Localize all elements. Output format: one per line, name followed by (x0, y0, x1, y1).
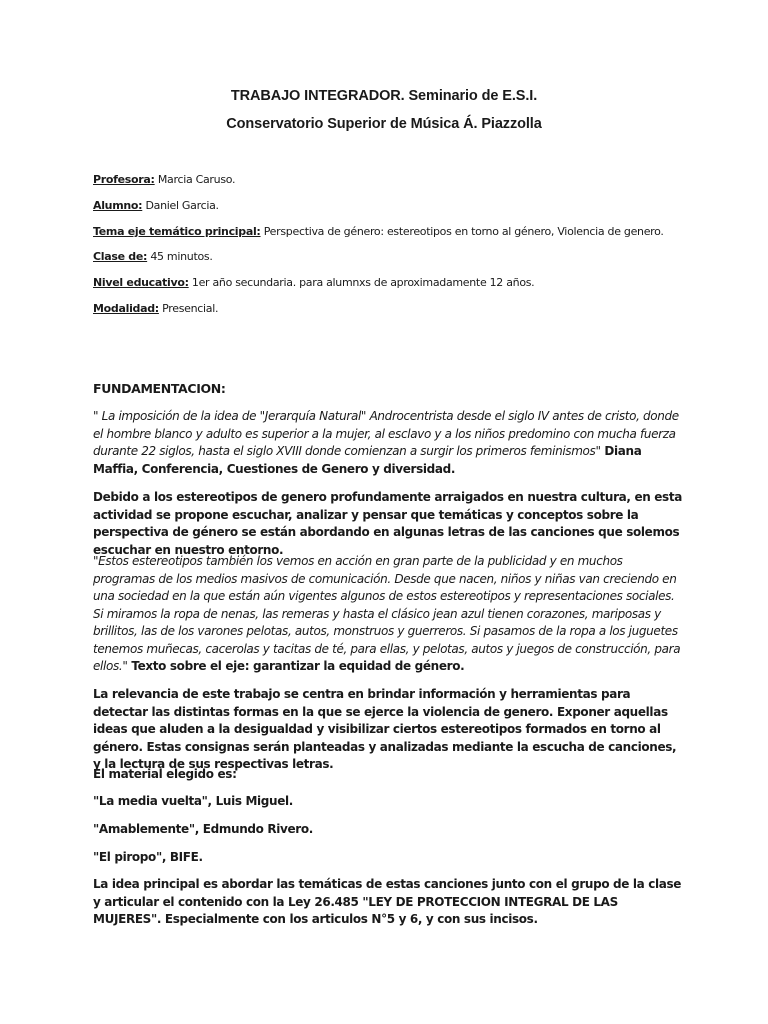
quote-text: " La imposición de la idea de "Jerarquía Natural" Androcentrista desde el siglo IV antes de cristo, donde el hombre blanco y adulto es superior a la mujer, al esclavo y a los niños predomino con mucha fuerza durante 22 siglos, hasta el siglo XVIII donde comienzan a surgir los primeros feminismos" (93, 409, 679, 458)
meta-label: Nivel educativo: (93, 276, 189, 289)
body-paragraph: Debido a los estereotipos de genero profundamente arraigados en nuestra cultura, en esta actividad se propone escuchar, analizar y pensar que temáticas y conceptos sobre la perspectiva de género se están abordando en algunas letras de las canciones que solemos escuchar en nuestro entorno. (93, 490, 682, 557)
meta-label: Tema eje temático principal: (93, 225, 261, 238)
meta-label: Alumno: (93, 199, 143, 212)
meta-label: Clase de: (93, 250, 148, 263)
quote-source: Diana Maffia, Conferencia, Cuestiones de Genero y diversidad. (93, 444, 642, 476)
material-item: "El piropo", BIFE. (93, 850, 203, 864)
meta-value: Daniel Garcia. (142, 199, 219, 212)
document-subtitle: Conservatorio Superior de Música Á. Piazzolla (226, 116, 542, 132)
material-item: "Amablemente", Edmundo Rivero. (93, 822, 313, 836)
body-paragraph: La idea principal es abordar las temáticas de estas canciones junto con el grupo de la clase y articular el contenido con la Ley 26.485 "LEY DE PROTECCION INTEGRAL DE LAS MUJERES". Especialmente con los articulos N°5 y 6, y con sus incisos. (93, 877, 682, 926)
meta-modalidad (93, 302, 218, 315)
meta-value: Marcia Caruso. (154, 173, 236, 186)
meta-value: 1er año secundaria. para alumnxs de aproximadamente 12 años. (188, 276, 535, 289)
material-intro: El material elegido es: (93, 767, 237, 781)
body-paragraph: La relevancia de este trabajo se centra en brindar información y herramientas para detectar las distintas formas en la que se ejerce la violencia de genero. Exponer aquellas ideas que aluden a la desigualdad y visibilizar ciertos estereotipos formados en torno al género. Estas consignas serán planteadas y analizadas mediante la escucha de canciones, y la lectura de sus respectivas letras. (93, 687, 677, 771)
quote-source: Texto sobre el eje: garantizar la equidad de género. (127, 659, 465, 673)
meta-profesora (93, 173, 235, 186)
quote-paragraph (93, 408, 685, 478)
meta-alumno (93, 199, 219, 212)
meta-tema (93, 225, 664, 238)
meta-nivel (93, 276, 534, 289)
meta-label: Profesora: (93, 173, 155, 186)
quote-paragraph (93, 553, 685, 676)
meta-clase (93, 250, 213, 263)
meta-value: Presencial. (158, 302, 219, 315)
meta-value: Perspectiva de género: estereotipos en torno al género, Violencia de genero. (260, 225, 664, 238)
document-title: TRABAJO INTEGRADOR. Seminario de E.S.I. (230, 88, 538, 104)
quote-text: "Estos estereotipos también los vemos en acción en gran parte de la publicidad y en muchos programas de los medios masivos de comunicación. Desde que nacen, niños y niñas van creciendo en una sociedad en la que están aún vigentes algunos de estos estereotipos y representaciones sociales. Si miramos la ropa de nenas, las remeras y hasta el clásico jean azul tienen corazones, mariposas y brillitos, las de los varones pelotas, autos, monstruos y guerreros. Si pasamos de la ropa a los juguetes tenemos muñecas, cacerolas y tacitas de té, para ellas, y pelotas, autos y juegos de construcción, para ellos." (93, 554, 681, 673)
section-heading: FUNDAMENTACION: (93, 381, 226, 396)
meta-label: Modalidad: (93, 302, 159, 315)
meta-value: 45 minutos. (147, 250, 213, 263)
material-item: "La media vuelta", Luis Miguel. (93, 794, 294, 808)
